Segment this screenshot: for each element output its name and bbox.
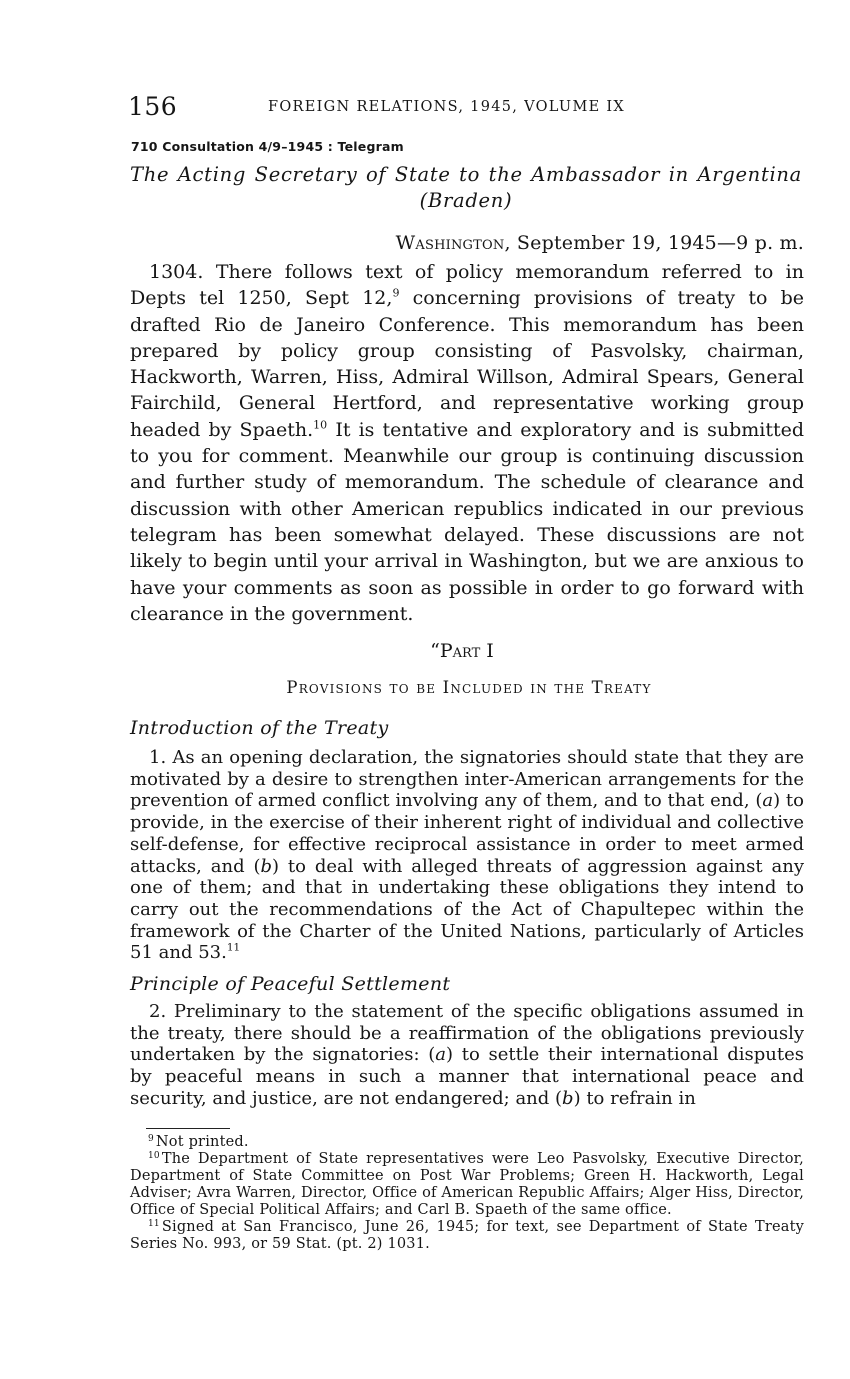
title-line-2: (Braden) [419,189,513,212]
footnotes [130,1134,804,1253]
subheading-peaceful-settlement: Principle of Peaceful Settlement [130,973,451,995]
footnote-ref-11: 11 [226,942,241,955]
telegram-intro-paragraph [130,259,804,627]
dateline [396,232,804,254]
section-heading: Provisions to be Included in the Treaty [286,678,652,697]
dateline-place: Washington [395,232,505,254]
file-reference: 710 Consultation 4/9–1945 : Telegram [131,139,404,154]
footnote-ref-9: 9 [392,286,400,300]
footnote-10: $^{10}$ The Department of State representatives were Leo Pasvolsky, Executive Director, Department of State Committee on Post War Problems; Green H. Hackworth, Legal Adviser; Avra Warren, Director, Office of American Republic Affairs; Alger Hiss, Director, Office of Special Political Affairs; and Carl B. Spaeth of the same office. [130,1151,804,1218]
footnote-9: $^9$ Not printed. [148,1134,249,1150]
page-number: 156 [128,92,178,121]
document-title [130,162,802,214]
footnote-ref-10: 10 [313,418,328,432]
intro-text-a: 1304. There follows text of policy memorandum referred to in Depts tel 1250, Sept 12, [130,261,804,310]
dateline-date: , September 19, 1945—9 p. m. [504,232,804,254]
intro-text-c: It is tentative and exploratory and is submitted to you for comment. Meanwhile our group is continuing discussion and further study of memorandum. The schedule of clearance and discussion with other American republics indicated in our previous telegram has been somewhat delayed. These discussions are not likely to begin until your arrival in Washington, but we are anxious to have your comments as soon as possible in order to go forward with clearance in the government. [130,418,804,625]
part-heading: “Part I [430,640,494,662]
intro-text-b: concerning provisions of treaty to be drafted Rio de Janeiro Conference. This memorandum has been prepared by policy group consisting of Pasvolsky, chairman, Hackworth, Warren, Hiss, Admiral Willson, Admiral Spears, General Fairchild, General Hertford, and representative working group headed by Spaeth. [130,287,805,441]
footnote-divider [146,1128,230,1129]
title-line-1: The Acting Secretary of State to the Ambassador in Argentina [130,163,802,186]
subheading-introduction: Introduction of the Treaty [130,717,389,739]
paragraph-1: 1. As an opening declaration, the signatories should state that they are motivated by a desire to strengthen inter-American arrangements for the prevention of armed conflict involving any of them, and to that end, (a) to provide, in the exercise of their inherent right of individual and collective self-defense, for effective reciprocal assistance in order to meet armed attacks, and (b) to deal with alleged threats of aggression against any one of them; and that in undertaking these obligations they intend to carry out the recommendations of the Act of Chapultepec within the framework of the Charter of the United Nations, particularly of Articles 51 and 53.11 [130,747,804,964]
running-head: FOREIGN RELATIONS, 1945, VOLUME IX [268,99,626,115]
paragraph-2: 2. Preliminary to the statement of the specific obligations assumed in the treaty, there should be a reaffirmation of the obligations previously undertaken by the signatories: (a) to settle their international disputes by peaceful means in such a manner that international peace and security, and justice, are not endangered; and (b) to refrain in [130,1001,805,1109]
footnote-11: $^{11}$ Signed at San Francisco, June 26, 1945; for text, see Department of State Treaty Series No. 993, or 59 Stat. (pt. 2) 1031. [130,1219,804,1252]
